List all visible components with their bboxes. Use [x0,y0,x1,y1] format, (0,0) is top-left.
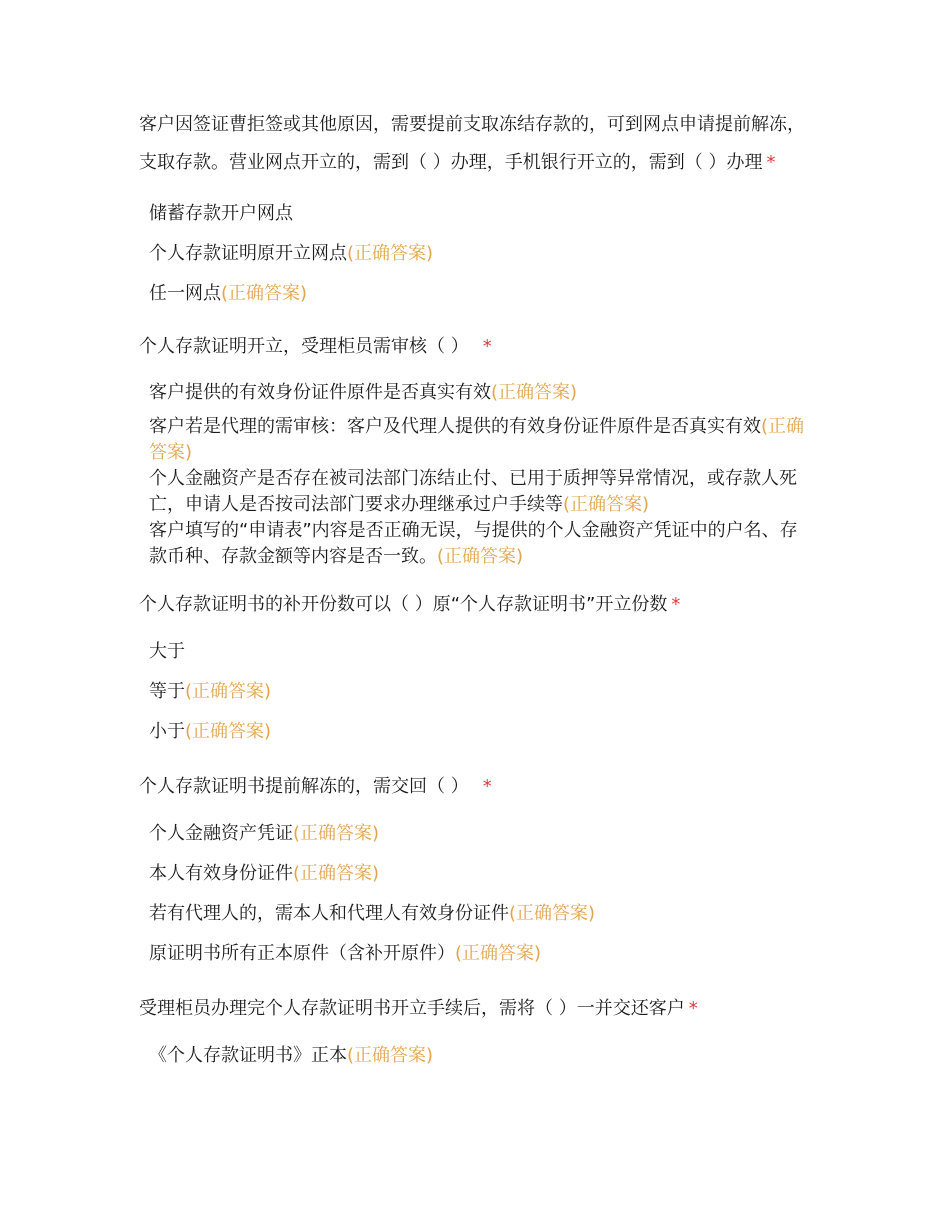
question-text: 个人存款证明书的补开份数可以（ ）原“个人存款证明书”开立份数 * [139,594,681,615]
option-list [139,632,811,752]
option-list [139,1036,811,1076]
correct-answer-tag: (正确答案) [293,823,380,844]
required-mark: * [688,998,698,1019]
option-item[interactable]: 若有代理人的，需本人和代理人有效身份证件(正确答案) [149,903,596,924]
option-list [139,814,811,974]
option-item[interactable]: 本人有效身份证件(正确答案) [149,863,380,884]
option-item[interactable]: 个人金融资产是否存在被司法部门冻结止付、已用于质押等异常情况，或存款人死亡，申请人是否按司法部门要求办理继承过户手续等(正确答案) [149,468,797,515]
question-1 [139,106,811,314]
correct-answer-tag: (正确答案) [293,863,380,884]
question-4 [139,768,811,974]
option-item[interactable]: 个人金融资产凭证(正确答案) [149,823,380,844]
option-item[interactable]: 储蓄存款开户网点 [149,203,293,224]
correct-answer-tag: (正确答案) [185,681,272,702]
required-mark: * [482,776,492,797]
required-mark: * [671,594,681,615]
question-3 [139,586,811,752]
option-item[interactable]: 客户填写的“申请表”内容是否正确无误，与提供的个人金融资产凭证中的户名、存款币种、存款金额等内容是否一致。(正确答案) [149,520,798,567]
option-item[interactable]: 小于(正确答案) [149,721,272,742]
option-list [139,194,811,314]
correct-answer-tag: (正确答案) [563,494,650,515]
option-item[interactable]: 客户提供的有效身份证件原件是否真实有效(正确答案) [149,382,578,403]
required-mark: * [766,152,776,173]
option-item[interactable]: 原证明书所有正本原件（含补开原件）(正确答案) [149,943,542,964]
correct-answer-tag: (正确答案) [221,283,308,304]
option-item[interactable]: 大于 [149,641,185,662]
correct-answer-tag: (正确答案) [455,943,542,964]
question-text: 个人存款证明开立，受理柜员需审核（ ） * [139,336,492,357]
correct-answer-tag: (正确答案) [347,243,434,264]
option-item[interactable]: 等于(正确答案) [149,681,272,702]
question-text: 客户因签证曹拒签或其他原因，需要提前支取冻结存款的，可到网点申请提前解冻，支取存款。营业网点开立的，需到（ ）办理，手机银行开立的，需到（ ）办理 * [139,114,805,173]
correct-answer-tag: (正确答案) [437,546,524,567]
option-item[interactable]: 《个人存款证明书》正本(正确答案) [149,1045,434,1066]
option-item[interactable]: 任一网点(正确答案) [149,283,308,304]
question-text: 个人存款证明书提前解冻的，需交回（ ） * [139,776,492,797]
question-5 [139,990,811,1076]
option-item[interactable]: 个人存款证明原开立网点(正确答案) [149,243,434,264]
question-text: 受理柜员办理完个人存款证明书开立手续后，需将（ ）一并交还客户 * [139,998,698,1019]
correct-answer-tag: (正确答案) [149,416,805,463]
question-2 [139,328,811,570]
option-item[interactable]: 客户若是代理的需审核：客户及代理人提供的有效身份证件原件是否真实有效(正确答案) [149,416,805,463]
correct-answer-tag: (正确答案) [185,721,272,742]
quiz-document [139,106,811,1076]
option-list [139,380,811,570]
correct-answer-tag: (正确答案) [509,903,596,924]
correct-answer-tag: (正确答案) [491,382,578,403]
correct-answer-tag: (正确答案) [347,1045,434,1066]
required-mark: * [482,336,492,357]
